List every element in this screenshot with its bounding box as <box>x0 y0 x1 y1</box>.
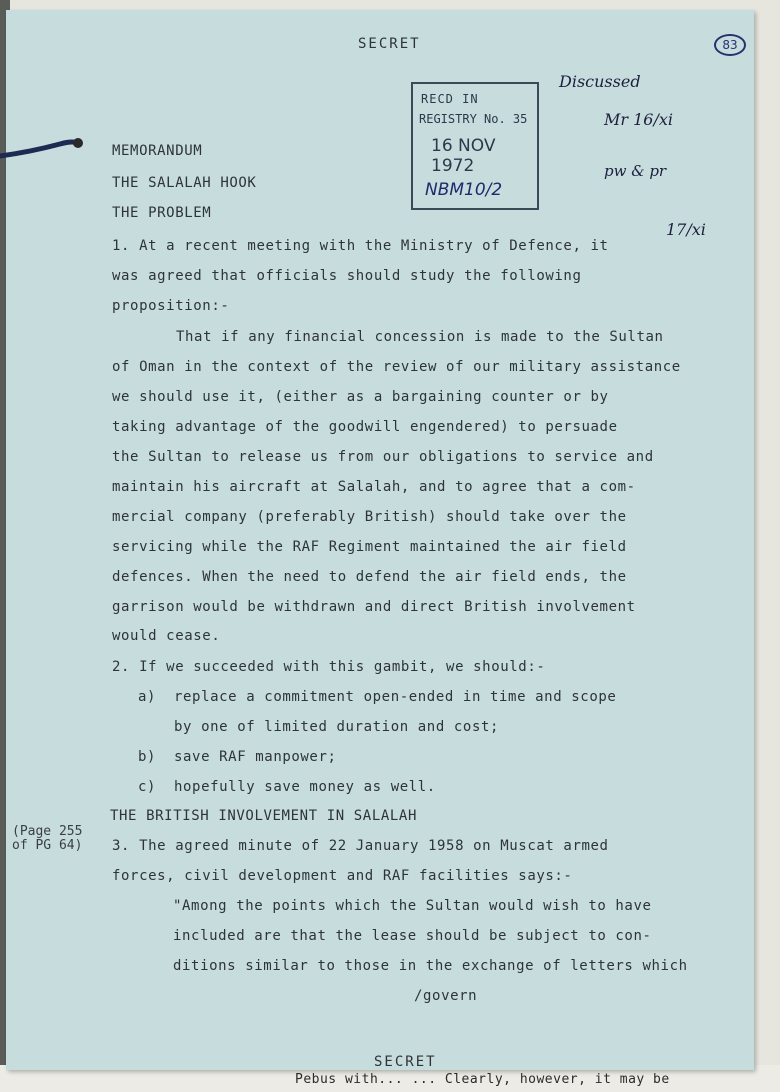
handwritten-note-3: pw & pr <box>604 162 667 180</box>
margin-reference-note <box>12 825 82 853</box>
list-marker: c) <box>138 779 157 795</box>
para1-quote-line: That if any financial concession is made to the Sultan <box>176 329 664 345</box>
para1-quote-line: maintain his aircraft at Salalah, and to agree that a com- <box>112 479 636 495</box>
para3-quote-line: ditions similar to those in the exchange of letters which <box>173 958 688 974</box>
handwritten-note-2: Mr 16/xi <box>604 110 674 129</box>
para1-quote-line: defences. When the need to defend the air field ends, the <box>112 569 627 585</box>
stamp-line-2: REGISTRY No. 35 <box>419 112 528 126</box>
para1-line: 1. At a recent meeting with the Ministry of Defence, it <box>112 238 609 254</box>
para1-line: was agreed that officials should study the following <box>112 268 582 284</box>
memo-label: MEMORANDUM <box>112 143 203 159</box>
para1-quote-line: servicing while the RAF Regiment maintained the air field <box>112 539 627 555</box>
para1-quote-line: taking advantage of the goodwill engendered) to persuade <box>112 419 618 435</box>
handwritten-note-1: Discussed <box>559 72 641 91</box>
continuation-marker: /govern <box>414 988 478 1004</box>
margin-note-line: (Page 255 <box>12 824 83 839</box>
list-item-text: by one of limited duration and cost; <box>174 719 500 735</box>
punch-hole-icon <box>73 138 83 148</box>
section-heading-involvement: THE BRITISH INVOLVEMENT IN SALALAH <box>110 808 417 824</box>
list-marker: b) <box>138 749 157 765</box>
stamp-date: 16 NOV 1972 <box>431 136 496 176</box>
memo-title: THE SALALAH HOOK <box>112 175 257 191</box>
margin-note-line: of PG 64) <box>12 838 83 853</box>
registry-stamp <box>411 82 539 210</box>
para1-quote-line: mercial company (preferably British) should take over the <box>112 509 627 525</box>
para3-line: 3. The agreed minute of 22 January 1958 on Muscat armed <box>112 838 609 854</box>
para1-quote-line: garrison would be withdrawn and direct British involvement <box>112 599 636 615</box>
treasury-tag-string <box>0 128 92 168</box>
classification-bottom: SECRET <box>374 1054 437 1070</box>
para1-quote-line: the Sultan to release us from our obligations to service and <box>112 449 654 465</box>
para3-quote-line: "Among the points which the Sultan would wish to have <box>173 898 652 914</box>
para1-quote-line: of Oman in the context of the review of our military assistance <box>112 359 681 375</box>
next-page-peek-text: Pebus with... ... Clearly, however, it may be <box>295 1072 670 1087</box>
section-heading-problem: THE PROBLEM <box>112 205 212 221</box>
list-item-text: replace a commitment open-ended in time and scope <box>174 689 617 705</box>
classification-top: SECRET <box>358 36 421 52</box>
list-marker: a) <box>138 689 157 705</box>
stamp-line-1: RECD IN <box>421 92 479 106</box>
document-page <box>6 10 754 1070</box>
para1-quote-line: we should use it, (either as a bargaining counter or by <box>112 389 609 405</box>
list-item-text: save RAF manpower; <box>174 749 337 765</box>
para1-line: proposition:- <box>112 298 230 314</box>
stamp-reference: NBM10/2 <box>425 180 503 200</box>
para3-quote-line: included are that the lease should be subject to con- <box>173 928 652 944</box>
handwritten-note-4: 17/xi <box>666 220 706 239</box>
list-item-text: hopefully save money as well. <box>174 779 436 795</box>
para1-quote-line: would cease. <box>112 628 221 644</box>
para3-line: forces, civil development and RAF facilities says:- <box>112 868 573 884</box>
folio-number: 83 <box>714 34 746 56</box>
para2-intro: 2. If we succeeded with this gambit, we should:- <box>112 659 546 675</box>
